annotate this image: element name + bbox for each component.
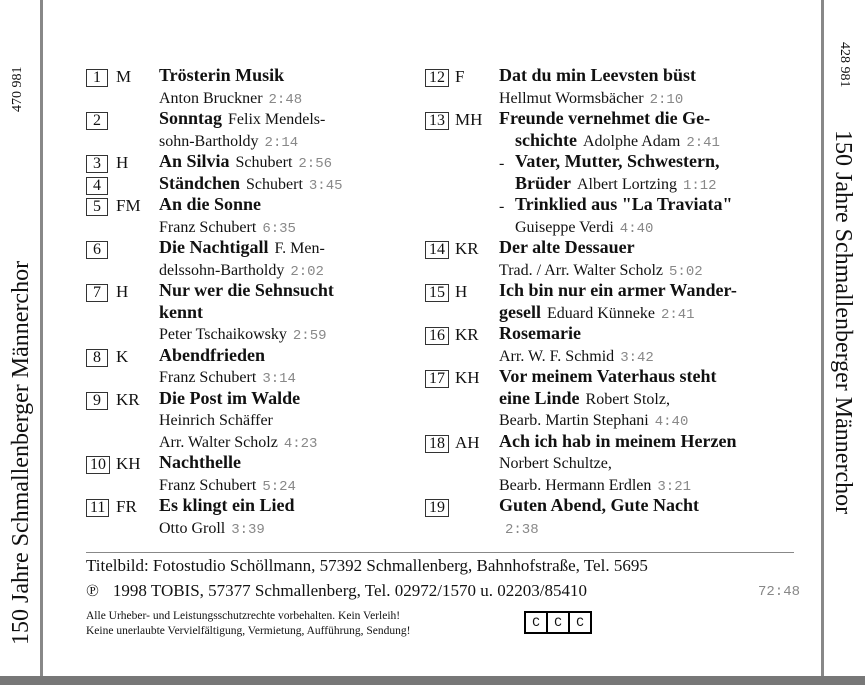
track-number: 18 — [425, 435, 449, 453]
song-title: kennt — [159, 301, 204, 322]
song-title: Rosemarie — [499, 323, 581, 343]
voice-code: KR — [455, 325, 479, 344]
duration: 4:40 — [619, 220, 654, 237]
composer: Schubert — [246, 175, 303, 193]
duration: 2:48 — [268, 91, 303, 108]
track-line — [159, 367, 416, 389]
track-item — [86, 453, 416, 496]
track-item — [86, 346, 416, 389]
song-title: An Silvia — [159, 151, 230, 171]
track-item — [425, 324, 820, 367]
track-item — [425, 496, 820, 539]
track-item — [86, 281, 416, 346]
track-item — [425, 281, 820, 324]
rights-notice — [86, 609, 411, 639]
track-line — [159, 88, 416, 110]
track-line — [499, 88, 820, 110]
track-number: 8 — [86, 349, 108, 367]
song-title: eine Linde — [499, 387, 580, 408]
composer: Adolphe Adam — [583, 132, 681, 150]
voice-code: KH — [455, 368, 480, 387]
song-title: An die Sonne — [159, 194, 262, 214]
left-spine-title: 150 Jahre Schmallenberger Männerchor — [8, 260, 34, 645]
rights-line-1: Alle Urheber- und Leistungsschutzrechte vorbehalten. Kein Verleih! — [86, 610, 401, 622]
track-item — [86, 174, 416, 196]
track-number: 17 — [425, 370, 449, 388]
track-line — [159, 410, 416, 432]
song-title: Ich bin nur ein armer Wander- — [499, 280, 737, 300]
phonogram-icon: ℗ — [86, 581, 99, 600]
track-number: 16 — [425, 327, 449, 345]
track-number: 11 — [86, 499, 109, 517]
voice-code: K — [116, 346, 129, 366]
duration: 2:02 — [290, 263, 324, 280]
track-number: 12 — [425, 69, 449, 87]
song-title: Die Nachtigall — [159, 237, 269, 257]
song-title: Der alte Dessauer — [499, 237, 635, 257]
composer: Bearb. Hermann Erdlen — [499, 476, 652, 494]
track-number: 10 — [86, 456, 110, 474]
composer: Franz Schubert — [159, 369, 257, 386]
composer: Hellmut Wormsbächer — [499, 89, 644, 107]
song-title: Es klingt ein Lied — [159, 495, 295, 515]
duration: 3:14 — [262, 371, 296, 387]
track-line — [159, 303, 416, 325]
bottom-border — [0, 676, 865, 685]
track-line — [499, 475, 820, 497]
ccc-logo-letter: C — [532, 615, 540, 630]
composer: Norbert Schultze, — [499, 455, 612, 472]
track-line — [159, 346, 416, 368]
duration: 3:45 — [308, 177, 343, 194]
composer: Peter Tschaikowsky — [159, 326, 287, 343]
song-title: Vater, Mutter, Schwestern, — [515, 151, 720, 171]
track-item — [425, 367, 820, 432]
track-line — [499, 389, 820, 411]
song-title: Brüder — [515, 172, 571, 193]
voice-code: H — [455, 282, 468, 301]
track-line — [159, 389, 416, 411]
duration: 3:39 — [231, 521, 265, 538]
total-time: 72:48 — [758, 584, 801, 600]
track-item — [425, 432, 820, 497]
voice-code: M — [116, 67, 132, 86]
dash-marker: - — [499, 198, 505, 215]
track-line — [159, 281, 416, 303]
track-number: 5 — [86, 198, 108, 216]
duration: 3:42 — [620, 349, 654, 366]
cover-credit: Titelbild: Fotostudio Schöllmann, 57392 Schmallenberg, Bahnhofstraße, Tel. 5695 — [86, 556, 648, 575]
composer: Franz Schubert — [159, 476, 257, 494]
duration: 4:23 — [283, 435, 318, 452]
duration: 5:24 — [262, 478, 296, 495]
song-title: Ach ich hab in meinem Herzen — [499, 430, 737, 451]
track-line — [499, 324, 820, 346]
track-line — [159, 453, 416, 475]
duration: 2:56 — [298, 156, 333, 172]
left-catalog-number: 470 981 — [10, 66, 25, 112]
track-number: 9 — [86, 392, 108, 410]
track-item — [86, 496, 416, 539]
track-line — [499, 152, 820, 174]
track-item — [425, 238, 820, 281]
track-line — [499, 66, 820, 88]
composer: sohn-Bartholdy — [159, 132, 259, 150]
track-number: 3 — [86, 155, 108, 173]
track-line — [159, 432, 416, 454]
track-line — [159, 238, 416, 260]
voice-code: KR — [455, 239, 479, 258]
song-title: Sonntag — [159, 108, 223, 128]
track-line — [499, 496, 820, 518]
composer: Schubert — [235, 154, 293, 171]
track-line — [499, 303, 820, 325]
track-line — [499, 453, 820, 475]
track-line — [499, 217, 820, 239]
track-number: 15 — [425, 284, 449, 302]
rights-line-2: Keine unerlaubte Vervielfältigung, Vermietung, Aufführung, Sendung! — [86, 625, 411, 637]
track-item — [86, 152, 416, 174]
duration: 2:41 — [686, 134, 720, 151]
composer: Guiseppe Verdi — [515, 218, 614, 236]
composer: Heinrich Schäffer — [159, 412, 273, 429]
voice-code: H — [116, 153, 129, 172]
song-title: Abendfrieden — [159, 344, 266, 365]
composer: Anton Bruckner — [159, 89, 263, 107]
track-item — [86, 389, 416, 454]
track-line — [499, 109, 820, 131]
duration: 5:02 — [669, 263, 703, 280]
track-line — [499, 346, 820, 368]
ccc-logo — [524, 611, 592, 634]
song-title: Trinklied aus "La Traviata" — [515, 194, 733, 214]
track-line — [499, 174, 820, 196]
duration: 2:10 — [649, 91, 684, 108]
track-line — [499, 410, 820, 432]
tracklist-right — [425, 66, 820, 539]
left-spine-border — [40, 0, 43, 676]
publisher-line — [86, 581, 587, 601]
track-line — [159, 152, 416, 174]
right-spine-border — [821, 0, 824, 676]
duration: 2:41 — [660, 306, 695, 323]
track-number: 7 — [86, 284, 108, 302]
composer: Bearb. Martin Stephani — [499, 412, 649, 429]
track-number: 2 — [86, 112, 108, 130]
composer: Arr. W. F. Schmid — [499, 347, 615, 365]
duration: 2:59 — [292, 328, 327, 344]
track-line — [159, 518, 416, 540]
song-title: Dat du min Leevsten büst — [499, 65, 697, 85]
composer: F. Men- — [274, 240, 325, 257]
duration: 6:35 — [262, 220, 296, 237]
track-line — [159, 195, 416, 217]
publisher-text: 1998 TOBIS, 57377 Schmallenberg, Tel. 02972/1570 u. 02203/85410 — [112, 581, 587, 600]
track-line — [499, 432, 820, 454]
track-line — [159, 131, 416, 153]
track-line — [499, 238, 820, 260]
track-item — [86, 195, 416, 238]
track-line — [159, 496, 416, 518]
voice-code: MH — [455, 110, 483, 129]
composer: Trad. / Arr. Walter Scholz — [499, 261, 664, 279]
track-line — [499, 367, 820, 389]
right-catalog-number: 428 981 — [837, 42, 852, 88]
right-spine-title: 150 Jahre Schmallenberger Männerchor — [830, 130, 856, 515]
track-line — [159, 260, 416, 282]
track-number: 6 — [86, 241, 108, 259]
voice-code: H — [116, 282, 129, 301]
composer: Otto Groll — [159, 519, 226, 537]
tracklist-left — [86, 66, 416, 539]
track-item — [86, 66, 416, 109]
track-item — [425, 66, 820, 109]
song-title: Ständchen — [159, 172, 241, 193]
duration: 2:38 — [505, 521, 539, 538]
composer: Franz Schubert — [159, 218, 257, 236]
track-line — [499, 260, 820, 282]
track-line — [499, 195, 820, 217]
voice-code: FM — [116, 196, 141, 215]
composer: Robert Stolz, — [585, 390, 670, 408]
track-number: 19 — [425, 499, 449, 517]
composer: Arr. Walter Scholz — [159, 433, 278, 451]
track-item — [425, 109, 820, 238]
song-title: Nur wer die Sehnsucht — [159, 280, 334, 300]
duration: 1:12 — [682, 177, 717, 194]
voice-code: KH — [116, 454, 141, 473]
track-number: 1 — [86, 69, 108, 87]
song-title: Guten Abend, Gute Nacht — [499, 495, 700, 515]
duration: 3:21 — [657, 478, 691, 495]
voice-code: F — [455, 67, 465, 86]
track-number: 14 — [425, 241, 449, 259]
song-title: Trösterin Musik — [159, 65, 285, 85]
voice-code: KR — [116, 389, 140, 409]
dash-marker: - — [499, 155, 505, 172]
composer: Albert Lortzing — [577, 175, 677, 193]
divider — [86, 552, 794, 553]
song-title: Freunde vernehmet die Ge- — [499, 108, 711, 128]
track-line — [159, 66, 416, 88]
composer: Felix Mendels- — [228, 111, 326, 128]
song-title: Vor meinem Vaterhaus steht — [499, 366, 717, 386]
track-item — [86, 238, 416, 281]
track-line — [159, 217, 416, 239]
track-number: 13 — [425, 112, 449, 130]
song-title: Die Post im Walde — [159, 387, 301, 408]
song-title: gesell — [499, 301, 541, 322]
voice-code: FR — [116, 497, 137, 516]
ccc-logo-letter: C — [546, 613, 568, 632]
track-line — [159, 109, 416, 131]
voice-code: AH — [455, 432, 480, 452]
composer: delssohn-Bartholdy — [159, 261, 285, 279]
track-line — [159, 475, 416, 497]
song-title: Nachthelle — [159, 452, 241, 472]
track-number: 4 — [86, 177, 108, 195]
track-item — [86, 109, 416, 152]
track-line — [499, 518, 820, 540]
ccc-logo-letter: C — [568, 613, 590, 632]
track-line — [159, 324, 416, 346]
song-title: schichte — [515, 129, 577, 150]
track-line — [499, 281, 820, 303]
duration: 4:40 — [654, 414, 689, 430]
composer: Eduard Künneke — [547, 304, 655, 322]
track-line — [499, 131, 820, 153]
track-line — [159, 174, 416, 196]
duration: 2:14 — [264, 134, 299, 151]
